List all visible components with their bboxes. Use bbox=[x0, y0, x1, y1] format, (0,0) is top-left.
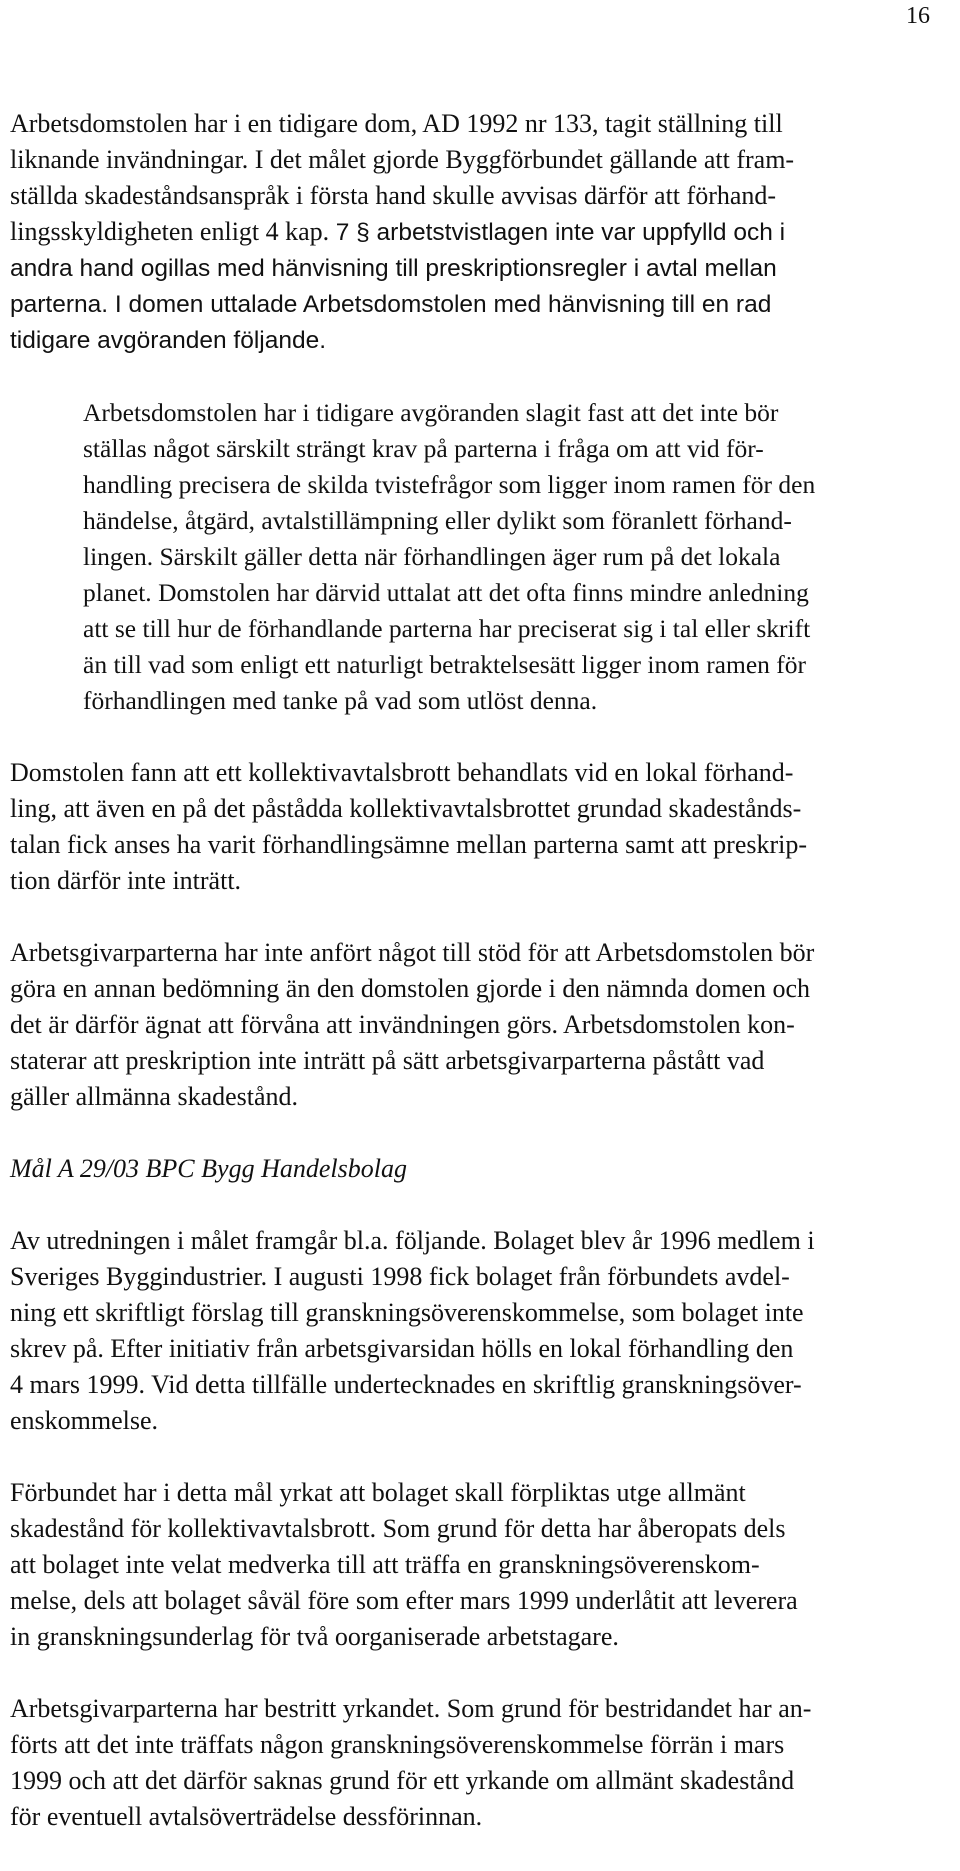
text-line: ställda skadeståndsanspråk i första hand skulle avvisas därför att förhand- bbox=[10, 181, 777, 210]
quote-line: att se till hur de förhandlande parterna har preciserat sig i tal eller skrift bbox=[83, 614, 811, 643]
text-line: skadestånd för kollektivavtalsbrott. Som grund för detta har åberopats dels bbox=[10, 1514, 786, 1543]
quote-line: lingen. Särskilt gäller detta när förhandlingen äger rum på det lokala bbox=[83, 542, 781, 571]
text-line: förts att det inte träffats någon granskningsöverenskommelse förrän i mars bbox=[10, 1730, 785, 1759]
text-line: staterar att preskription inte inträtt på sätt arbetsgivarparterna påstått vad bbox=[10, 1046, 765, 1075]
text-line: tidigare avgöranden följande. bbox=[10, 327, 327, 354]
text-line: liknande invändningar. I det målet gjorde Byggförbundet gällande att fram- bbox=[10, 145, 795, 174]
paragraph-prior-ruling bbox=[10, 106, 950, 359]
paragraph-case-facts bbox=[10, 1223, 950, 1439]
text-line: det är därför ägnat att förvåna att invändningen görs. Arbetsdomstolen kon- bbox=[10, 1010, 795, 1039]
paragraph-union-claim bbox=[10, 1475, 950, 1655]
text-line: ning ett skriftligt förslag till granskningsöverenskommelse, som bolaget inte bbox=[10, 1298, 804, 1327]
text-line: Av utredningen i målet framgår bl.a. följande. Bolaget blev år 1996 medlem i bbox=[10, 1226, 815, 1255]
text-segment-sans: 7 § arbetstvistlagen inte var uppfylld och i bbox=[335, 219, 786, 246]
quote-line: än till vad som enligt ett naturligt betraktelsesätt ligger inom ramen för bbox=[83, 650, 807, 679]
text-line: ling, att även en på det påstådda kollektivavtalsbrottet grundad skadestånds- bbox=[10, 794, 802, 823]
text-segment: planet. bbox=[83, 578, 159, 607]
text-line: Arbetsgivarparterna har inte anfört något till stöd för att Arbetsdomstolen bör bbox=[10, 938, 815, 967]
text-line: parterna. I domen uttalade Arbetsdomstolen med hänvisning till en rad bbox=[10, 291, 772, 318]
text-line: in granskningsunderlag för två oorganiserade arbetstagare. bbox=[10, 1622, 619, 1651]
text-line: tion därför inte inträtt. bbox=[10, 866, 242, 895]
text-line: 1999 och att det därför saknas grund för ett yrkande om allmänt skadestånd bbox=[10, 1766, 795, 1795]
paragraph-court-finding bbox=[10, 755, 950, 899]
text-line: melse, dels att bolaget såväl före som efter mars 1999 underlåtit att leverera bbox=[10, 1586, 798, 1615]
quote-line: förhandlingen med tanke på vad som utlöst denna. bbox=[83, 686, 598, 715]
text-line: Domstolen fann att ett kollektivavtalsbrott behandlats vid en lokal förhand- bbox=[10, 758, 794, 787]
text-line: att bolaget inte velat medverka till att träffa en granskningsöverenskom- bbox=[10, 1550, 760, 1579]
text-line: Förbundet har i detta mål yrkat att bolaget skall förpliktas utge allmänt bbox=[10, 1478, 746, 1507]
quote-line: händelse, åtgärd, avtalstillämpning eller dylikt som föranlett förhand- bbox=[83, 506, 792, 535]
text-line: för eventuell avtalsöverträdelse dessförinnan. bbox=[10, 1802, 483, 1831]
text-line: Arbetsdomstolen har i en tidigare dom, AD 1992 nr 133, tagit ställning till bbox=[10, 109, 783, 138]
text-line: gäller allmänna skadestånd. bbox=[10, 1082, 299, 1111]
text-line: andra hand ogillas med hänvisning till preskriptionsregler i avtal mellan bbox=[10, 255, 777, 282]
text-line: Sveriges Byggindustrier. I augusti 1998 fick bolaget från förbundets avdel- bbox=[10, 1262, 790, 1291]
text-line bbox=[10, 214, 950, 251]
text-line: enskommelse. bbox=[10, 1406, 159, 1435]
paragraph-court-assessment bbox=[10, 935, 950, 1115]
block-quote bbox=[83, 395, 950, 719]
page-number: 16 bbox=[906, 3, 930, 29]
text-line: talan fick anses ha varit förhandlingsämne mellan parterna samt att preskrip- bbox=[10, 830, 808, 859]
quote-line: handling precisera de skilda tvistefrågor som ligger inom ramen för den bbox=[83, 470, 816, 499]
quote-line: ställas något särskilt strängt krav på parterna i fråga om att vid för- bbox=[83, 434, 764, 463]
text-line: 4 mars 1999. Vid detta tillfälle undertecknades en skriftlig granskningsöver- bbox=[10, 1370, 802, 1399]
text-line: göra en annan bedömning än den domstolen gjorde i den nämnda domen och bbox=[10, 974, 811, 1003]
page-content bbox=[10, 106, 950, 1871]
text-line: Arbetsgivarparterna har bestritt yrkandet. Som grund för bestridandet har an- bbox=[10, 1694, 812, 1723]
case-heading: Mål A 29/03 BPC Bygg Handelsbolag bbox=[10, 1154, 407, 1183]
text-line: skrev på. Efter initiativ från arbetsgivarsidan hölls en lokal förhandling den bbox=[10, 1334, 794, 1363]
text-segment: Domstolen har därvid uttalat att det ofta finns mindre anledning bbox=[158, 578, 809, 607]
quote-line bbox=[83, 575, 950, 611]
text-segment: lingsskyldigheten enligt 4 kap. bbox=[10, 217, 336, 246]
quote-line: Arbetsdomstolen har i tidigare avgöranden slagit fast att det inte bör bbox=[83, 398, 779, 427]
paragraph-employer-response bbox=[10, 1691, 950, 1835]
